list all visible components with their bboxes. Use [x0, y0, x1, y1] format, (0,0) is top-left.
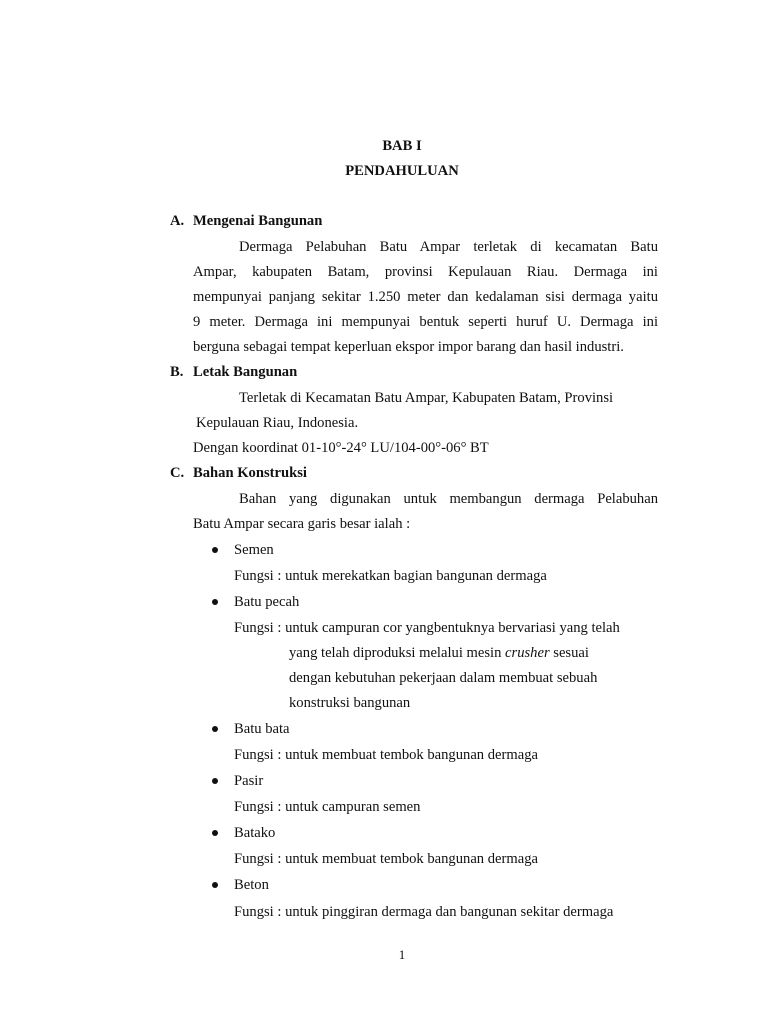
- crusher-term: crusher: [505, 645, 550, 661]
- item-pasir-name: Pasir: [234, 773, 264, 789]
- section-b-marker: B.: [170, 364, 184, 380]
- item-batu-pecah-cont-1: yang telah diproduksi melalui mesin crusher sesuai: [289, 645, 589, 661]
- item-batu-pecah-cont-3: konstruksi bangunan: [289, 695, 411, 711]
- item-batu-bata-name: Batu bata: [234, 721, 290, 737]
- section-a-line-4: 9 meter. Dermaga ini mempunyai bentuk seperti huruf U. Dermaga ini: [193, 314, 658, 330]
- item-beton-fungsi: Fungsi : untuk pinggiran dermaga dan bangunan sekitar dermaga: [234, 904, 614, 920]
- section-b-line-2: Kepulauan Riau, Indonesia.: [196, 415, 359, 431]
- section-a-line-5: berguna sebagai tempat keperluan ekspor impor barang dan hasil industri.: [193, 339, 624, 355]
- section-b-title: Letak Bangunan: [193, 364, 298, 380]
- item-batu-pecah-cont-2: dengan kebutuhan pekerjaan dalam membuat sebuah: [289, 670, 598, 686]
- item-batu-pecah-fungsi: Fungsi : untuk campuran cor yangbentuknya bervariasi yang telah: [234, 620, 620, 636]
- item-batako-name: Batako: [234, 825, 276, 841]
- section-c-intro-line-1: Bahan yang digunakan untuk membangun dermaga Pelabuhan: [239, 491, 658, 507]
- bullet-icon: [212, 778, 218, 784]
- bullet-icon: [212, 547, 218, 553]
- section-c-intro-line-2: Batu Ampar secara garis besar ialah :: [193, 516, 411, 532]
- section-b-line-1: Terletak di Kecamatan Batu Ampar, Kabupaten Batam, Provinsi: [239, 390, 614, 406]
- item-semen-fungsi: Fungsi : untuk merekatkan bagian bangunan dermaga: [234, 568, 547, 584]
- item-semen-name: Semen: [234, 542, 274, 558]
- bullet-icon: [212, 726, 218, 732]
- bullet-icon: [212, 830, 218, 836]
- section-c-marker: C.: [170, 465, 185, 481]
- item-beton-name: Beton: [234, 877, 269, 893]
- item-pasir-fungsi: Fungsi : untuk campuran semen: [234, 799, 421, 815]
- page-number: 1: [398, 947, 406, 962]
- section-a-line-1: Dermaga Pelabuhan Batu Ampar terletak di kecamatan Batu: [239, 239, 658, 255]
- item-batu-pecah-name: Batu pecah: [234, 594, 300, 610]
- section-b-line-3: Dengan koordinat 01-10°-24° LU/104-00°-06° BT: [193, 440, 489, 456]
- section-a-line-3: mempunyai panjang sekitar 1.250 meter dan kedalaman sisi dermaga yaitu: [193, 289, 658, 305]
- bullet-icon: [212, 599, 218, 605]
- chapter-label: BAB I: [382, 138, 422, 154]
- section-a-line-2: Ampar, kabupaten Batam, provinsi Kepulauan Riau. Dermaga ini: [193, 264, 658, 280]
- section-a-title: Mengenai Bangunan: [193, 213, 323, 229]
- bullet-icon: [212, 882, 218, 888]
- item-batu-bata-fungsi: Fungsi : untuk membuat tembok bangunan dermaga: [234, 747, 538, 763]
- chapter-title: PENDAHULUAN: [345, 163, 459, 179]
- section-a-marker: A.: [170, 213, 185, 229]
- section-c-title: Bahan Konstruksi: [193, 465, 307, 481]
- item-batako-fungsi: Fungsi : untuk membuat tembok bangunan dermaga: [234, 851, 538, 867]
